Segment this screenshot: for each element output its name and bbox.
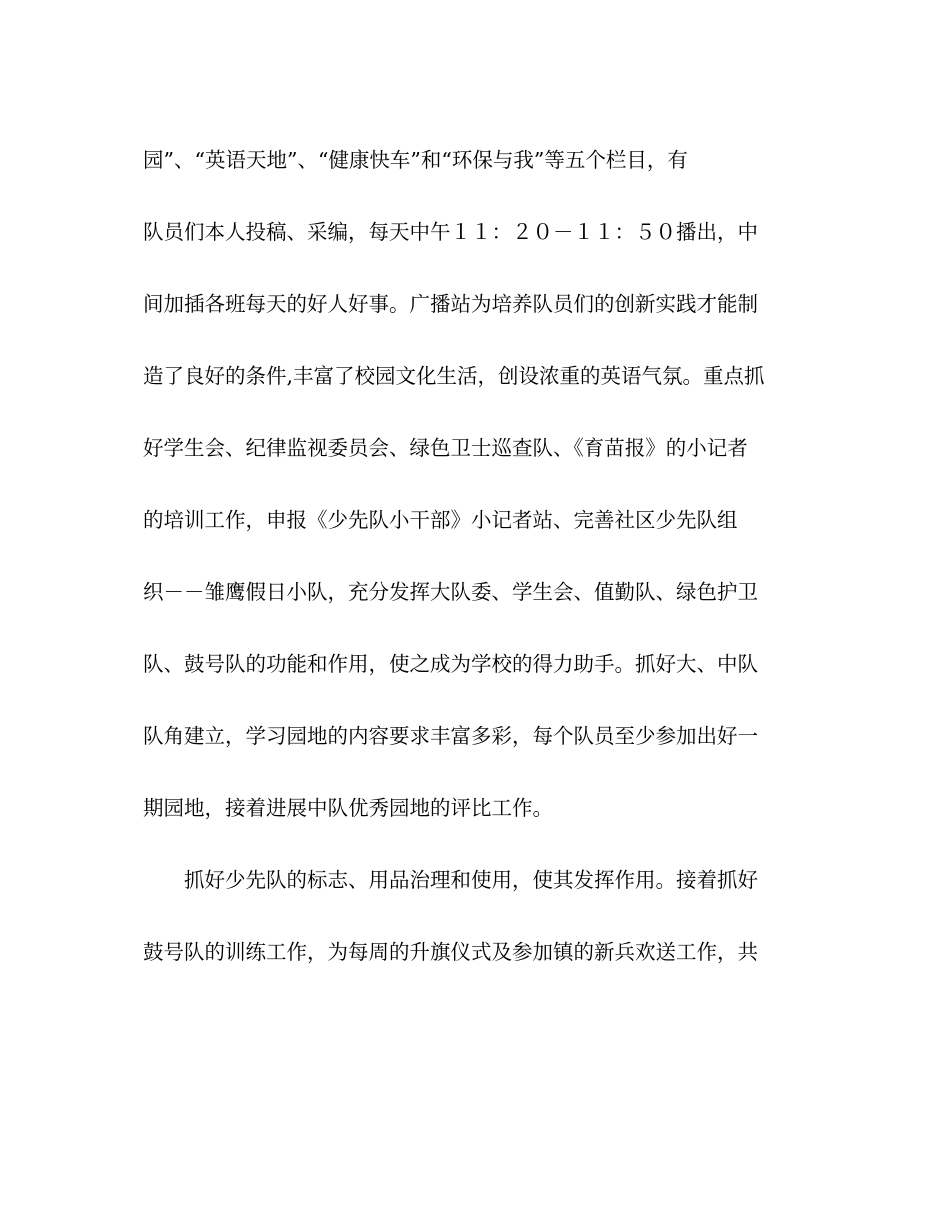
text-line: 队员们本人投稿、采编，每天中午１１：２０－１１：５０播出，中	[143, 220, 758, 244]
text-line: 织－－雏鹰假日小队，充分发挥大队委、学生会、值勤队、绿色护卫	[143, 580, 758, 604]
text-line: 好学生会、纪律监视委员会、绿色卫士巡查队、《育苗报》的小记者	[143, 436, 748, 460]
text-line: 的培训工作，申报《少先队小干部》小记者站、完善社区少先队组	[143, 508, 738, 532]
text-line: 园”、“英语天地”、“健康快车”和“环保与我”等五个栏目，有	[143, 148, 688, 172]
text-line: 鼓号队的训练工作，为每周的升旗仪式及参加镇的新兵欢送工作，共	[143, 940, 758, 964]
text-line-paragraph-start: 抓好少先队的标志、用品治理和使用，使其发挥作用。接着抓好	[184, 868, 758, 892]
text-line: 队角建立，学习园地的内容要求丰富多彩，每个队员至少参加出好一	[143, 724, 758, 748]
text-line: 间加插各班每天的好人好事。广播站为培养队员们的创新实践才能制	[143, 292, 758, 316]
text-line: 造了良好的条件,丰富了校园文化生活，创设浓重的英语气氛。重点抓	[143, 364, 765, 388]
body-text	[143, 140, 813, 1004]
text-line: 期园地，接着进展中队优秀园地的评比工作。	[143, 796, 553, 820]
text-line: 队、鼓号队的功能和作用，使之成为学校的得力助手。抓好大、中队	[143, 652, 758, 676]
